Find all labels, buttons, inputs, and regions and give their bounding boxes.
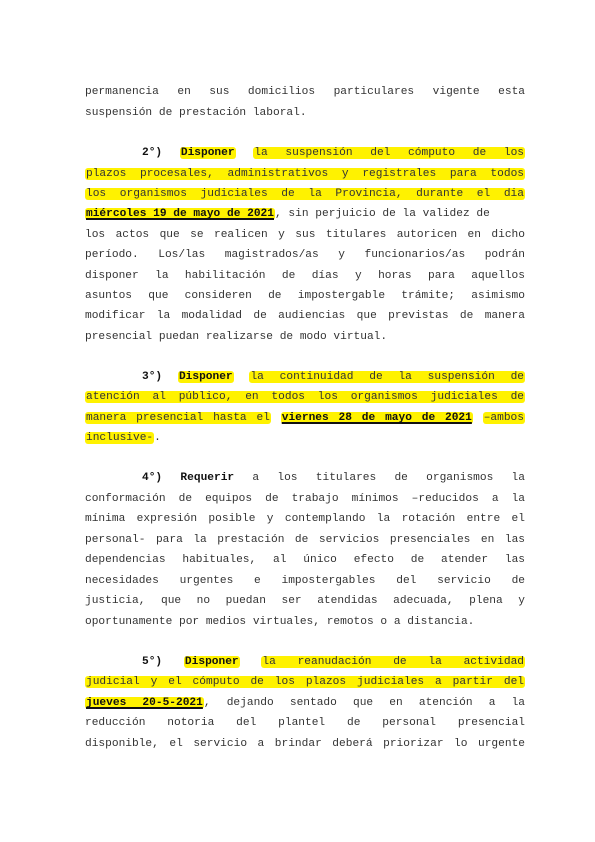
para-3-text-4-end: . bbox=[154, 432, 161, 444]
para-5-number: 5°) bbox=[142, 656, 163, 668]
para-3-number: 3°) bbox=[142, 371, 163, 383]
para-5-text-1: la reanudación de la actividad bbox=[262, 656, 524, 668]
para-5-text-2: judicial y el cómputo de los plazos judiciales a partir del bbox=[86, 676, 524, 688]
para-2-line-4 bbox=[85, 207, 525, 222]
para-4-line-5: dependencias habituales, al único efecto de atender las bbox=[85, 554, 525, 566]
intro-line-2: suspensión de prestación laboral. bbox=[85, 107, 307, 119]
para-5-line-4: reducción notoria del plantel de personal presencial bbox=[85, 717, 525, 729]
para-2-line-5: los actos que se realicen y sus titulares autoricen en dicho bbox=[85, 229, 525, 241]
para-3-line-1 bbox=[142, 370, 525, 385]
para-5-line-3 bbox=[85, 696, 525, 711]
para-4-line-6: necesidades urgentes e impostergables del servicio de bbox=[85, 575, 525, 587]
para-3-line-4 bbox=[85, 431, 525, 446]
para-2-text-2: plazos procesales, administrativos y registrales para todos bbox=[86, 168, 524, 180]
para-2-line-6: período. Los/las magistrados/as y funcionarios/as podrán bbox=[85, 249, 525, 261]
para-4-line-1 bbox=[142, 471, 525, 486]
intro-line-1: permanencia en sus domicilios particulares vigente esta bbox=[85, 86, 525, 98]
para-3-line-3 bbox=[85, 411, 525, 426]
para-2-line-9: modificar la modalidad de audiencias que previstas de manera bbox=[85, 310, 525, 322]
para-3-text-2: atención al público, en todos los organismos judiciales de bbox=[86, 391, 524, 403]
para-3-text-3b: –ambos bbox=[483, 412, 524, 424]
para-4-line-3: mínima expresión posible y contemplando la rotación entre el bbox=[85, 513, 525, 525]
para-4-line-2: conformación de equipos de trabajo mínimos –reducidos a la bbox=[85, 493, 525, 505]
para-5-text-3: , dejando sentado que en atención a la bbox=[203, 697, 525, 709]
para-4-verb: Requerir bbox=[180, 472, 235, 484]
para-2-line-1 bbox=[142, 146, 525, 161]
para-3-text-4: inclusive- bbox=[86, 432, 154, 444]
para-3-verb: Disponer bbox=[178, 371, 233, 383]
para-4-line-4: personal- para la prestación de servicios presenciales en las bbox=[85, 534, 525, 546]
para-4-line-7: justicia, que no puedan ser atendidas adecuada, plena y bbox=[85, 595, 525, 607]
para-2-text-4: , sin perjuicio de la validez de bbox=[274, 208, 490, 220]
para-5-verb: Disponer bbox=[184, 656, 239, 668]
para-4-line-8: oportunamente por medios virtuales, remotos o a distancia. bbox=[85, 616, 475, 628]
para-5-line-5: disponible, el servicio a brindar deberá priorizar lo urgente bbox=[85, 738, 525, 750]
para-2-line-7: disponer la habilitación de días y horas para aquellos bbox=[85, 270, 525, 282]
para-2-line-3 bbox=[85, 187, 525, 202]
para-5-line-2 bbox=[85, 675, 525, 690]
para-4-number: 4°) bbox=[142, 472, 163, 484]
para-2-text-3: los organismos judiciales de la Provincia, durante el dia bbox=[86, 188, 524, 200]
para-3-line-2 bbox=[85, 390, 525, 405]
para-2-text-1: la suspensión del cómputo de los bbox=[254, 147, 525, 159]
para-2-line-8: asuntos que consideren de impostergable trámite; asimismo bbox=[85, 290, 525, 302]
para-2-line-10: presencial puedan realizarse de modo virtual. bbox=[85, 331, 388, 343]
para-5-date: jueves 20-5-2021 bbox=[86, 697, 203, 709]
para-4-text-1: a los titulares de organismos la bbox=[252, 472, 525, 484]
para-3-text-3a: manera presencial hasta el bbox=[86, 412, 270, 424]
para-2-line-2 bbox=[85, 167, 525, 182]
para-2-date: miércoles 19 de mayo de 2021 bbox=[86, 208, 274, 220]
para-3-text-1: la continuidad de la suspensión de bbox=[250, 371, 525, 383]
para-2-verb: Disponer bbox=[180, 147, 235, 159]
para-2-number: 2°) bbox=[142, 147, 163, 159]
para-5-line-1 bbox=[142, 655, 525, 670]
para-3-date: viernes 28 de mayo de 2021 bbox=[281, 412, 472, 424]
